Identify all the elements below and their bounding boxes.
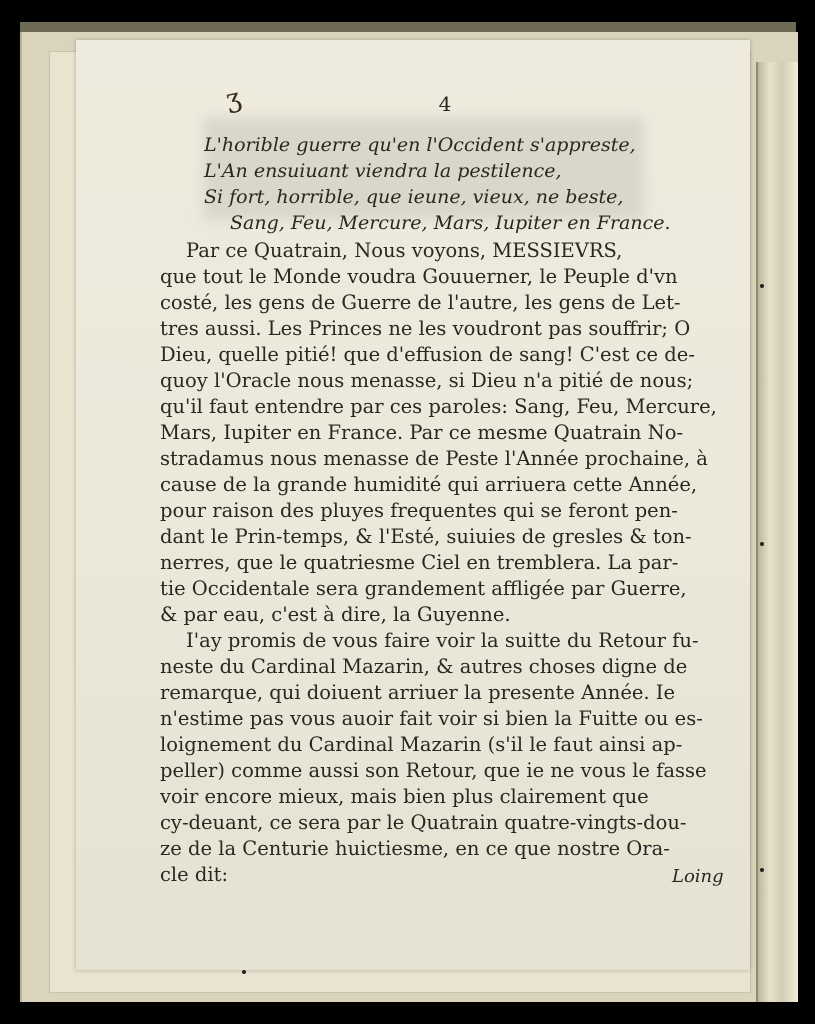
body-line: tie Occidentale sera grandement affligée par Guerre,: [160, 577, 687, 600]
body-line: Par ce Quatrain, Nous voyons, MESSIEVRS,: [186, 239, 623, 262]
right-page-edges: [756, 62, 798, 1002]
scan-background: [20, 22, 796, 1002]
body-line: cle dit:: [160, 863, 229, 886]
body-line: tres aussi. Les Princes ne les voudront pas souffrir; O: [160, 317, 691, 340]
body-line: cy-deuant, ce sera par le Quatrain quatre-vingts-dou-: [160, 811, 687, 834]
quatrain-line: Sang, Feu, Mercure, Mars, Iupiter en France.: [230, 212, 671, 234]
handwritten-folio-mark: ʒ: [223, 82, 244, 116]
body-line: remarque, qui doiuent arriuer la presente Année. Ie: [160, 681, 676, 704]
body-line: I'ay promis de vous faire voir la suitte du Retour fu-: [186, 629, 699, 652]
body-line: qu'il faut entendre par ces paroles: Sang, Feu, Mercure,: [160, 395, 717, 418]
body-line: dant le Prin-temps, & l'Esté, suiuies de gresles & ton-: [160, 525, 692, 548]
quatrain-line: L'An ensuiuant viendra la pestilence,: [204, 160, 562, 182]
body-line: cause de la grande humidité qui arriuera cette Année,: [160, 473, 698, 496]
quatrain-line: Si fort, horrible, que ieune, vieux, ne beste,: [204, 186, 624, 208]
document-page: [76, 40, 750, 970]
body-line: que tout le Monde voudra Gouuerner, le Peuple d'vn: [160, 265, 678, 288]
body-line: loignement du Cardinal Mazarin (s'il le faut ainsi ap-: [160, 733, 683, 756]
quatrain: [204, 132, 724, 236]
body-line: ze de la Centurie huictiesme, en ce que nostre Ora-: [160, 837, 670, 860]
body-text: [160, 238, 730, 888]
body-line: stradamus nous menasse de Peste l'Année prochaine, à: [160, 447, 708, 470]
body-line: quoy l'Oracle nous menasse, si Dieu n'a pitié de nous;: [160, 369, 694, 392]
catchword: Loing: [672, 866, 724, 887]
quatrain-line: L'horible guerre qu'en l'Occident s'appreste,: [204, 134, 636, 156]
body-line: peller) comme aussi son Retour, que ie ne vous le fasse: [160, 759, 707, 782]
body-line: n'estime pas vous auoir fait voir si bien la Fuitte ou es-: [160, 707, 703, 730]
body-line: Dieu, quelle pitié! que d'effusion de sang! C'est ce de-: [160, 343, 695, 366]
body-line: voir encore mieux, mais bien plus clairement que: [160, 785, 649, 808]
page-number: 4: [438, 92, 452, 116]
body-line: costé, les gens de Guerre de l'autre, les gens de Let-: [160, 291, 681, 314]
body-line: nerres, que le quatriesme Ciel en tremblera. La par-: [160, 551, 679, 574]
body-line: & par eau, c'est à dire, la Guyenne.: [160, 603, 511, 626]
body-line: Mars, Iupiter en France. Par ce mesme Quatrain No-: [160, 421, 684, 444]
body-line: neste du Cardinal Mazarin, & autres choses digne de: [160, 655, 688, 678]
body-line: pour raison des pluyes frequentes qui se feront pen-: [160, 499, 678, 522]
